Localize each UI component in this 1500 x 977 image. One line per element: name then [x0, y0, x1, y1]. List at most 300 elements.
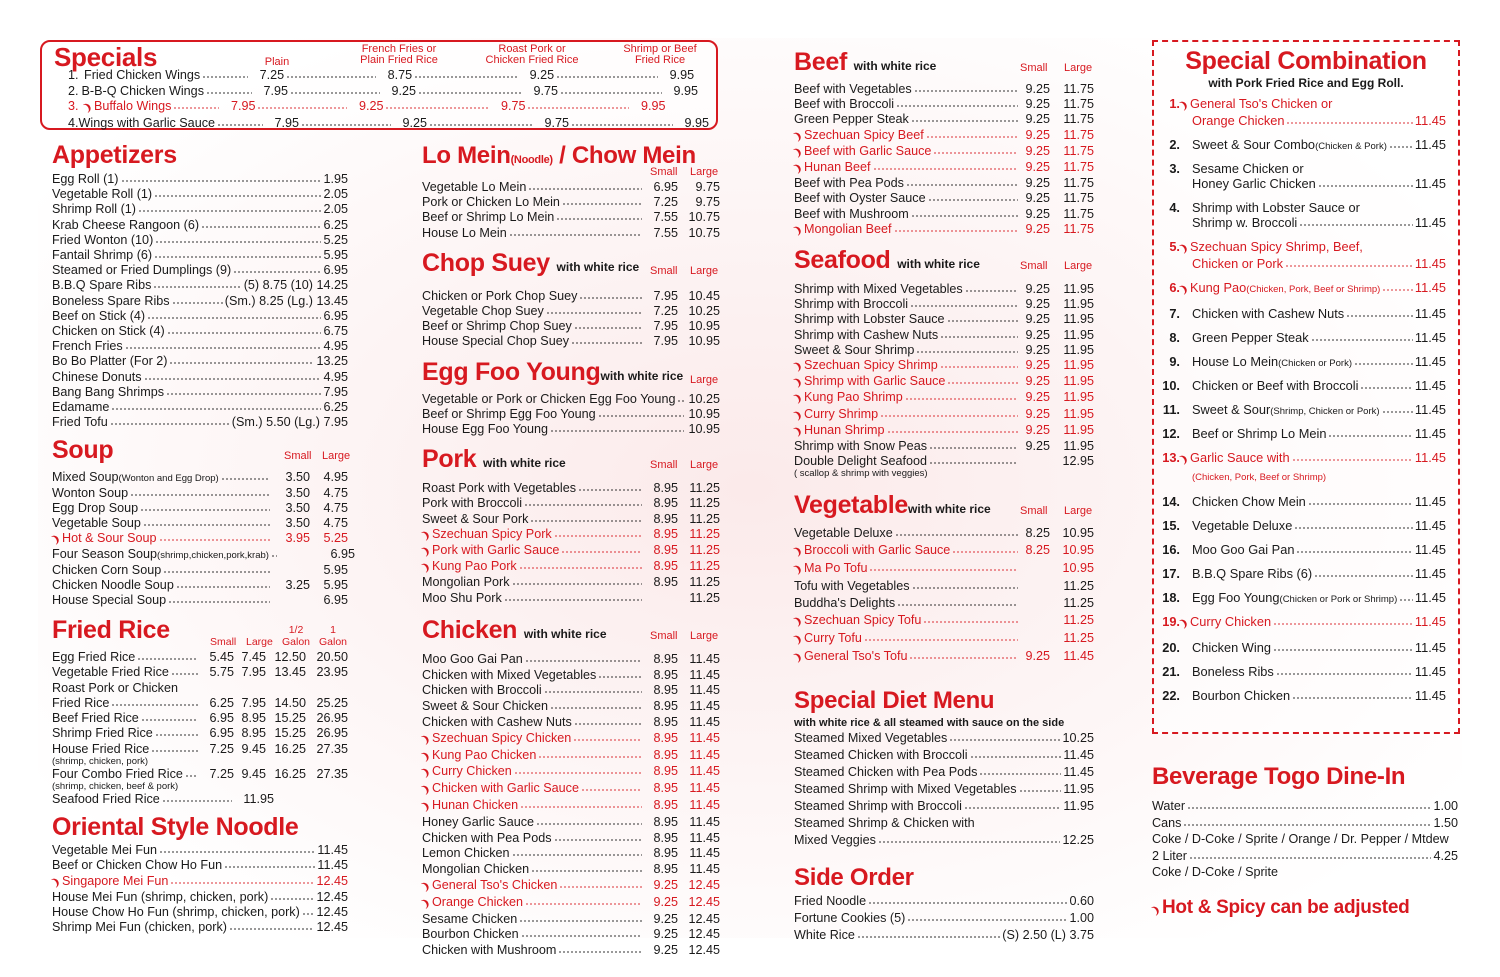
- menu-item-price: 9.25: [653, 878, 678, 893]
- menu-item-price: 12.45: [688, 943, 720, 958]
- dot-leader: [217, 116, 263, 127]
- menu-item-price: 3.25: [285, 577, 310, 592]
- dot-leader: [857, 928, 1000, 939]
- combo-name: Sweet & Sour Combo: [1192, 137, 1316, 152]
- combo-price: 11.45: [1414, 378, 1446, 393]
- combo-row-2: [1154, 215, 1446, 230]
- menu-item-name: Steamed Shrimp with Broccoli: [794, 799, 962, 814]
- combo-name: Bourbon Chicken: [1192, 688, 1291, 703]
- dot-leader: [224, 858, 315, 869]
- menu-item-price: 8.25: [1025, 543, 1050, 558]
- combo-row: [1154, 688, 1446, 703]
- chili-pepper-icon: ❩: [791, 145, 805, 160]
- dot-leader: [574, 715, 642, 726]
- menu-item-price: 11.25: [1063, 631, 1094, 646]
- dot-leader: [527, 99, 629, 110]
- menu-item-price: 8.95: [653, 781, 678, 796]
- menu-item-row: [52, 516, 348, 531]
- combo-note: (Chicken or Pork or Shrimp): [1279, 594, 1398, 605]
- dot-leader: [159, 843, 315, 854]
- menu-item-row: [52, 563, 348, 578]
- dot-leader: [167, 324, 322, 335]
- combo-name-2: Shrimp w. Broccoli: [1192, 215, 1298, 230]
- combo-item: [1154, 402, 1446, 417]
- menu-item-name: Shrimp Fried Rice: [52, 726, 153, 741]
- dot-leader: [155, 233, 321, 244]
- menu-item-name: Chinese Donuts: [52, 369, 142, 384]
- menu-item-price: 11.75: [1063, 221, 1094, 236]
- menu-item-price: 11.75: [1063, 82, 1094, 96]
- dot-leader: [143, 516, 270, 527]
- menu-item-name: Green Pepper Steak: [794, 112, 909, 127]
- menu-item-name: Steamed Chicken with Broccoli: [794, 748, 968, 763]
- menu-item-price: 7.95: [653, 319, 678, 334]
- menu-item-price: 10.95: [688, 406, 720, 421]
- menu-item-name: Pork or Chicken Lo Mein: [422, 195, 560, 210]
- combo-num: 10.: [1162, 378, 1180, 393]
- menu-item-name: Shrimp Roll (1): [52, 202, 136, 217]
- menu-item-row: [794, 297, 1094, 312]
- combo-name-2: Honey Garlic Chicken: [1192, 176, 1316, 191]
- menu-item-price: 9.45: [241, 741, 266, 756]
- oriental-noodle-title: Oriental Style Noodle: [52, 813, 299, 842]
- menu-item-row: [422, 512, 720, 527]
- beverage-section: [1149, 760, 1458, 919]
- menu-item-price: 7.95: [653, 288, 678, 303]
- combo-name: Chicken Chow Mein: [1192, 494, 1306, 509]
- menu-item-row: [422, 226, 720, 241]
- dot-leader: [270, 890, 314, 901]
- dot-leader: [233, 263, 321, 274]
- eggfoo-sub: with white rice: [600, 368, 684, 383]
- menu-item-row: [422, 319, 720, 334]
- menu-item-price: 2.05: [323, 187, 348, 202]
- dot-leader: [138, 202, 322, 213]
- menu-item-name: White Rice: [794, 928, 855, 943]
- menu-item-price: 9.25: [1025, 374, 1050, 389]
- menu-item-name: House Fried Rice: [52, 741, 150, 756]
- dot-leader: [524, 496, 642, 507]
- menu-item-price: 11.95: [1063, 439, 1094, 454]
- menu-item-price: 11.75: [1063, 112, 1094, 127]
- combo-num: 11.: [1162, 402, 1180, 417]
- dot-leader: [519, 559, 642, 570]
- seafood-small-header: Small: [1020, 260, 1048, 273]
- menu-item-price: 11.45: [689, 862, 720, 877]
- menu-item-price: 16.25: [274, 766, 306, 781]
- combo-row: [1154, 96, 1446, 113]
- dot-leader: [121, 172, 322, 183]
- menu-item-price: 0.60: [1069, 894, 1094, 909]
- specials-header-shrimp: Shrimp or Beef Fried Rice: [623, 43, 697, 66]
- menu-item-price: 13.45: [274, 665, 306, 680]
- menu-item-price: 10.25: [688, 391, 720, 406]
- menu-item-price: 10.75: [688, 210, 720, 225]
- combo-item: [1154, 200, 1446, 230]
- combo-num: 22.: [1162, 688, 1180, 703]
- dot-leader: [560, 84, 662, 95]
- combo-item: [1154, 354, 1446, 369]
- combo-title: Special Combination: [1185, 47, 1427, 75]
- fried-rice-large-header: Large: [246, 636, 273, 649]
- dot-leader: [947, 374, 1018, 385]
- dot-leader: [571, 116, 673, 127]
- menu-item-price: 10.75: [688, 225, 720, 240]
- pork-large-header: Large: [690, 459, 719, 472]
- menu-item-name: B.B.Q Spare Ribs: [52, 278, 152, 293]
- menu-item-row: [1152, 831, 1458, 848]
- menu-item-price: 8.95: [653, 764, 678, 779]
- menu-item-price: 6.95: [323, 308, 348, 323]
- menu-item-price: 4.75: [323, 516, 348, 531]
- menu-item-price: 11.45: [689, 830, 720, 845]
- menu-item-row: [422, 334, 720, 349]
- menu-item-price: 9.25: [1025, 221, 1050, 236]
- menu-item-name: Kung Pao Pork: [432, 559, 517, 574]
- menu-item-price: 3.50: [285, 500, 310, 515]
- menu-item-row: [794, 439, 1094, 454]
- dot-leader: [878, 833, 1061, 844]
- menu-item-row: [794, 191, 1094, 206]
- menu-item-price: 11.25: [689, 511, 720, 526]
- menu-item-row: [52, 905, 348, 920]
- specials-title: Specials: [54, 42, 158, 72]
- dot-leader: [111, 696, 198, 707]
- menu-item-price: (Sm.) 5.50 (Lg.) 7.95: [231, 415, 348, 430]
- menu-item-name: Moo Shu Pork: [422, 590, 502, 605]
- combo-name: Curry Chicken: [1190, 614, 1272, 629]
- menu-item-row: [422, 652, 720, 668]
- menu-item-row: [794, 893, 1094, 910]
- chili-pepper-icon: ❩: [81, 101, 95, 115]
- menu-item-row: [794, 764, 1094, 781]
- combo-row: [1154, 378, 1446, 393]
- menu-item-name: Mongolian Chicken: [422, 862, 530, 877]
- menu-item-name: Steamed Chicken with Pea Pods: [794, 765, 978, 780]
- fried-rice-half-galon-header: 1/2 Galon: [281, 624, 311, 649]
- menu-item-row: [1152, 848, 1458, 865]
- dot-leader: [550, 699, 642, 710]
- menu-item-row: [52, 278, 348, 293]
- menu-item-name: Bang Bang Shrimps: [52, 384, 165, 399]
- beef-sub: with white rice: [853, 59, 937, 73]
- menu-item-name: Vegetable Chop Suey: [422, 304, 544, 319]
- specials-row: [68, 115, 709, 132]
- menu-item-name: Shrimp with Snow Peas: [794, 439, 927, 454]
- fried-rice-small-header: Small: [210, 636, 237, 649]
- menu-item-row: [422, 289, 720, 304]
- menu-item-row: [52, 547, 355, 562]
- menu-item-price: 7.45: [241, 650, 266, 665]
- menu-item-price: 6.95: [209, 711, 234, 726]
- menu-item-price: 11.45: [689, 715, 720, 730]
- menu-item-price: 10.95: [1062, 561, 1094, 576]
- specials-price: 9.95: [669, 68, 695, 82]
- combo-note: (Chicken, Pork, Beef or Shrimp): [1246, 284, 1381, 295]
- combo-row: [1154, 306, 1446, 321]
- menu-item-price: 12.45: [688, 911, 720, 926]
- menu-item-row: [49, 873, 348, 890]
- menu-item-note: (shrimp, chicken, beef & pork): [52, 780, 179, 792]
- combo-row: [1154, 566, 1446, 581]
- combo-num: 17.: [1162, 566, 1180, 581]
- combo-name: Kung Pao: [1190, 280, 1247, 295]
- dot-leader: [155, 726, 198, 737]
- chili-pepper-icon: ❩: [419, 732, 433, 747]
- menu-item-price: 10.25: [688, 304, 720, 319]
- menu-item-row: [52, 415, 348, 430]
- eggfoo-large-header: Large: [690, 373, 719, 386]
- beef-title: [794, 48, 936, 77]
- menu-item-name: Shrimp with Broccoli: [794, 297, 909, 312]
- chili-pepper-icon: ❩: [791, 162, 805, 176]
- combo-num: 16.: [1162, 542, 1180, 557]
- dot-leader: [571, 334, 642, 345]
- pork-title-text: Pork: [422, 445, 477, 474]
- dot-leader: [154, 248, 321, 259]
- menu-item-name: Vegetable Soup: [52, 516, 141, 531]
- menu-item-name: Broccoli with Garlic Sauce: [804, 543, 951, 558]
- menu-item-price: 1.00: [1069, 911, 1094, 926]
- menu-item-price: 9.25: [1025, 422, 1050, 437]
- specials-price: 9.25: [358, 99, 384, 113]
- menu-item-name: Roast Pork or Chicken: [52, 680, 178, 695]
- menu-item-row: [52, 593, 348, 608]
- menu-item-price: 12.45: [316, 904, 348, 919]
- dot-leader: [171, 665, 198, 676]
- dot-leader: [1389, 138, 1413, 149]
- menu-item-price: 11.45: [689, 730, 720, 745]
- menu-item-price: 26.95: [316, 726, 348, 741]
- menu-item-name: Beef with Oyster Sauce: [794, 191, 926, 206]
- menu-item-row: [794, 343, 1094, 358]
- menu-item-price: 9.45: [241, 766, 266, 781]
- menu-item-name: House Special Chop Suey: [422, 334, 570, 349]
- menu-item-row: [52, 354, 348, 369]
- menu-item-row: [52, 486, 348, 501]
- dot-leader: [519, 912, 642, 923]
- combo-item: [1154, 239, 1446, 271]
- menu-item-price: 6.25: [209, 695, 234, 710]
- menu-item-name: Curry Chicken: [432, 764, 512, 779]
- menu-item-price: 7.95: [241, 695, 266, 710]
- combo-item: [1154, 542, 1446, 557]
- menu-item-price: 20.50: [316, 650, 348, 665]
- menu-item-name: Chicken with Mushroom: [422, 943, 557, 958]
- menu-item-price: 9.25: [1025, 82, 1050, 96]
- chili-pepper-icon: ❩: [791, 223, 805, 238]
- menu-item-row: [49, 531, 348, 548]
- chili-pepper-icon: ❩: [791, 615, 805, 630]
- dot-leader: [130, 486, 270, 497]
- dot-leader: [176, 578, 270, 589]
- combo-name: Sweet & Sour: [1192, 402, 1271, 417]
- dot-leader: [173, 99, 219, 110]
- vegetable-list: [791, 525, 1094, 666]
- combo-num: 14.: [1162, 494, 1180, 509]
- menu-item-row: [422, 846, 720, 862]
- dot-leader: [677, 392, 684, 403]
- dot-leader: [546, 304, 642, 315]
- menu-item-price: 8.95: [241, 711, 266, 726]
- menu-item-name: Roast Pork with Vegetables: [422, 481, 577, 496]
- dot-leader: [1292, 689, 1413, 700]
- chicken-header: [422, 612, 720, 652]
- menu-item-row: [422, 422, 720, 437]
- menu-item-price: 9.25: [1025, 206, 1050, 221]
- menu-item-row: [419, 798, 720, 815]
- combo-name: Szechuan Spicy Shrimp, Beef,: [1190, 239, 1363, 254]
- menu-item-price: 8.95: [653, 830, 678, 845]
- dot-leader: [912, 579, 1018, 590]
- dot-leader: [141, 711, 198, 722]
- dot-leader: [418, 84, 522, 95]
- combo-row: [1154, 137, 1446, 152]
- menu-item-price: 10.95: [688, 422, 720, 437]
- specials-price: 8.75: [387, 68, 413, 82]
- menu-item-name: Beef with Mushroom: [794, 206, 909, 221]
- menu-item-row: [419, 543, 720, 559]
- dot-leader: [929, 454, 1018, 465]
- combo-name: Chicken with Cashew Nuts: [1192, 306, 1345, 321]
- menu-item-price: 9.25: [1025, 312, 1050, 327]
- menu-item-price: 11.45: [689, 747, 720, 762]
- menu-item-name: Mongolian Beef: [804, 221, 892, 236]
- menu-item-price: 7.55: [653, 210, 678, 225]
- combo-num: 15.: [1162, 518, 1180, 533]
- menu-item-row: [52, 858, 348, 873]
- menu-item-price: 8.95: [653, 543, 678, 558]
- lomein-list: [422, 180, 720, 241]
- soup-large-header: Large: [322, 450, 351, 463]
- menu-item-name: Kung Pao Chicken: [432, 747, 537, 762]
- menu-item-price: 5.95: [323, 577, 348, 592]
- menu-item-price: 8.95: [653, 526, 678, 541]
- combo-row: [1154, 640, 1446, 655]
- menu-item-name: Beef or Shrimp Lo Mein: [422, 210, 555, 225]
- menu-item-name: Lemon Chicken: [422, 846, 510, 861]
- dot-leader: [909, 649, 1018, 660]
- chopsuey-small-header: Small: [650, 264, 678, 277]
- combo-row: [1154, 518, 1446, 533]
- menu-item-price: 11.95: [1063, 327, 1094, 342]
- combo-name-2: Chicken or Pork: [1192, 256, 1284, 271]
- seafood-list: [791, 282, 1094, 469]
- dot-leader: [869, 561, 1018, 572]
- menu-item-price: 11.25: [689, 559, 720, 574]
- lomein-title-text: Lo Mein: [422, 142, 511, 169]
- menu-item-price: 8.95: [653, 814, 678, 829]
- menu-item-name: Wonton Soup: [52, 485, 129, 500]
- combo-row: [1154, 614, 1446, 631]
- combo-num: 19.: [1162, 614, 1180, 629]
- combo-item: [1154, 96, 1446, 128]
- menu-item-name: House Egg Foo Young: [422, 422, 549, 437]
- combo-row: [1154, 450, 1446, 467]
- menu-item-row: [52, 218, 348, 233]
- dot-leader: [905, 390, 1018, 401]
- dot-leader: [880, 407, 1018, 418]
- dot-leader: [897, 596, 1018, 607]
- menu-item-row: [794, 207, 1094, 222]
- menu-item-name: Ma Po Tofu: [804, 561, 868, 576]
- menu-item-price: 8.95: [653, 481, 678, 496]
- menu-item-price: 7.95: [323, 384, 348, 399]
- combo-num: 3.: [1169, 161, 1180, 176]
- combo-row: [1154, 664, 1446, 679]
- menu-item-price: 8.95: [653, 667, 678, 682]
- menu-item-price: 6.25: [323, 217, 348, 232]
- menu-item-price: 11.25: [1063, 613, 1094, 628]
- menu-item-price: 10.45: [688, 288, 720, 303]
- combo-item: [1154, 688, 1446, 703]
- dot-leader: [504, 591, 642, 602]
- menu-item-row: [422, 481, 720, 496]
- menu-item-row: [52, 726, 348, 741]
- dot-leader: [1296, 543, 1412, 554]
- menu-item-row: [794, 730, 1094, 747]
- menu-item-name: Beef with Broccoli: [794, 97, 895, 112]
- specials-price: 9.95: [640, 99, 666, 113]
- column-1: [49, 138, 355, 935]
- dot-leader: [151, 742, 198, 753]
- dot-leader: [1382, 403, 1413, 414]
- dot-leader: [159, 531, 270, 542]
- chili-pepper-icon: ❩: [49, 875, 63, 890]
- menu-item-row: [422, 943, 720, 959]
- menu-item-price: 6.75: [323, 324, 348, 339]
- specials-num: 2.: [68, 83, 79, 98]
- combo-item: [1154, 450, 1446, 485]
- combo-price: 11.45: [1414, 215, 1446, 230]
- menu-item-name: Vegetable Lo Mein: [422, 180, 527, 194]
- menu-item-row: [422, 927, 720, 943]
- menu-item-row: [419, 730, 720, 748]
- eggfoo-header: [422, 352, 720, 392]
- chili-pepper-icon: ❩: [419, 880, 433, 894]
- combo-row: [1154, 330, 1446, 345]
- chili-pepper-icon: ❩: [791, 563, 805, 578]
- menu-item-row: [794, 832, 1094, 849]
- dot-leader: [916, 343, 1018, 354]
- chopsuey-title-text: Chop Suey: [422, 248, 550, 277]
- menu-item-name: Cans: [1152, 815, 1182, 830]
- dot-leader: [895, 526, 1018, 537]
- menu-item-name: Szechuan Spicy Chicken: [432, 730, 572, 745]
- dot-leader: [1273, 641, 1413, 652]
- menu-item-price: 8.95: [653, 496, 678, 511]
- menu-item-name: Steamed Mixed Vegetables: [794, 731, 948, 746]
- menu-item-price: 9.25: [1025, 282, 1050, 297]
- specials-header-fries: French Fries or Plain Fried Rice: [360, 43, 438, 66]
- menu-item-price: 10.95: [688, 334, 720, 349]
- menu-item-price: 11.45: [689, 764, 720, 779]
- combo-item: [1154, 494, 1446, 509]
- combo-name: Shrimp with Lobster Sauce or: [1192, 200, 1360, 215]
- menu-item-row: [794, 595, 1094, 612]
- menu-item-row: [419, 559, 720, 576]
- menu-item-price: (Sm.) 8.25 (Lg.) 13.45: [224, 293, 348, 308]
- specials-num: 1.: [68, 68, 79, 82]
- pork-small-header: Small: [650, 459, 678, 472]
- menu-item-price: 15.25: [274, 726, 306, 741]
- combo-price: 11.45: [1414, 518, 1446, 533]
- dot-leader: [1318, 177, 1413, 188]
- dot-leader: [965, 282, 1018, 293]
- combo-name: Chicken or Beef with Broccoli: [1192, 378, 1359, 393]
- chili-pepper-icon: ❩: [791, 392, 805, 407]
- menu-item-row: [791, 560, 1094, 578]
